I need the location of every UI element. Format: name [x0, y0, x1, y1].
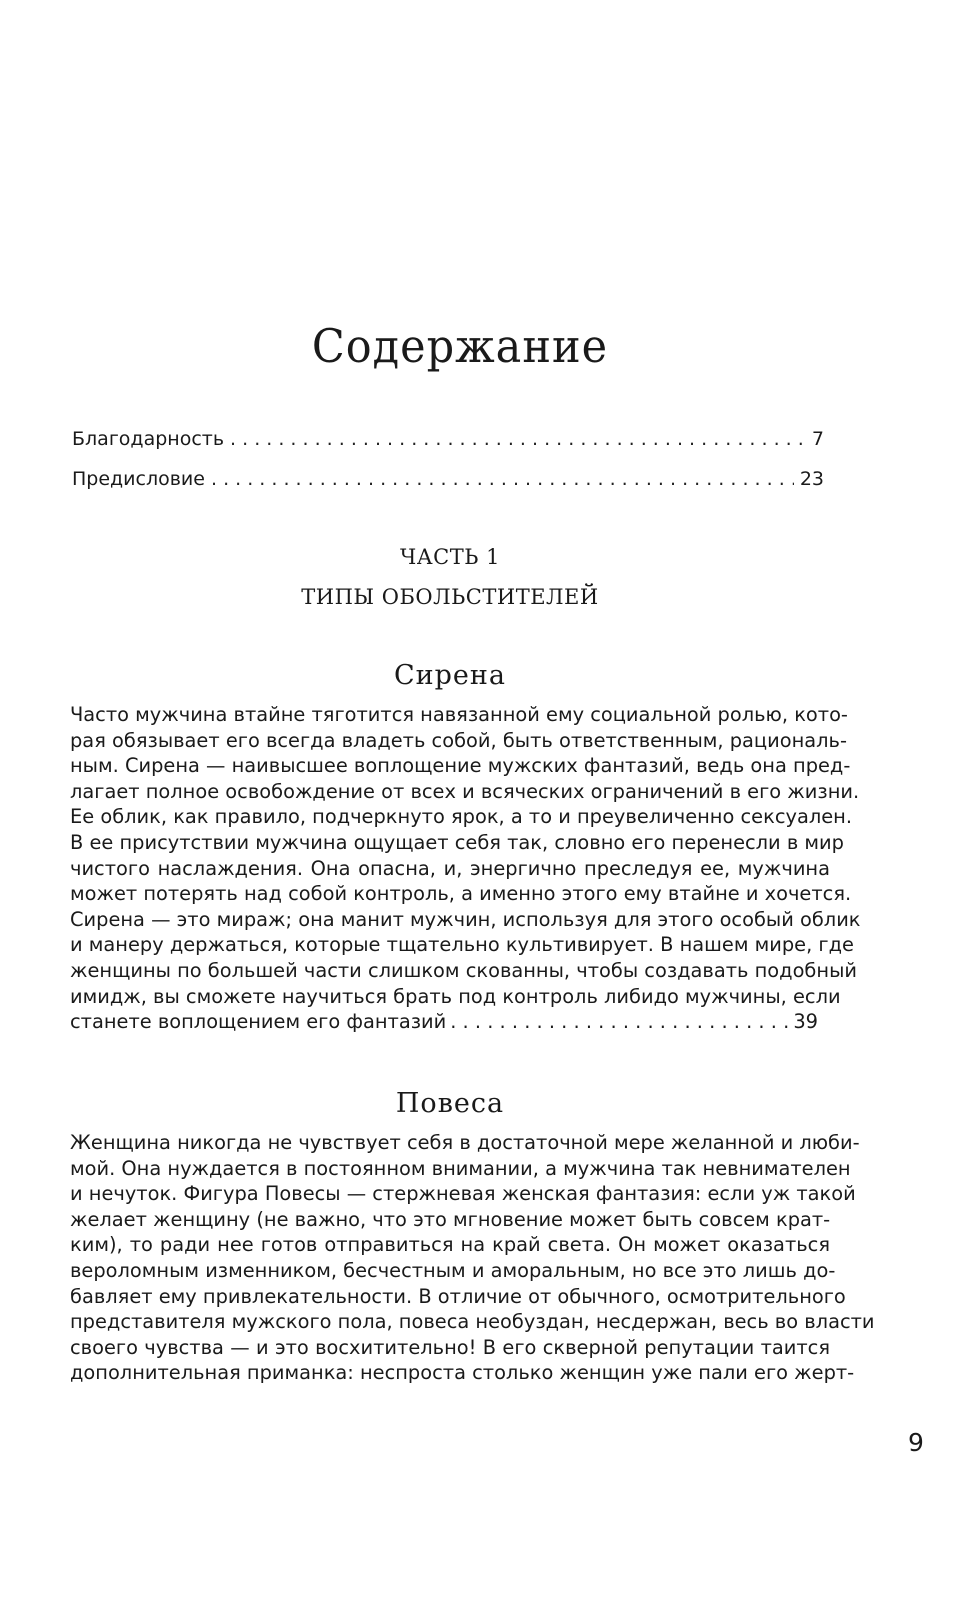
dot-leader [450, 1009, 789, 1035]
part-name: ТИПЫ ОБОЛЬСТИТЕЛЕЙ [301, 585, 599, 609]
text-line: чистого наслаждения. Она опасна, и, энергично преследуя ее, мужчина [70, 856, 830, 880]
text-line: может потерять над собой контроль, а именно этого ему втайне и хочется. [70, 882, 852, 906]
text-line: лагает полное освобождение от всех и всяческих ограничений в его жизни. [70, 779, 860, 803]
text-line: женщины по большей части слишком скованны, чтобы создавать подобный [70, 958, 857, 982]
text-line: Ее облик, как правило, подчеркнуто ярок, а то и преувеличенно сексуален. [70, 805, 852, 829]
toc-entry-page: 23 [799, 468, 824, 490]
text-line: дополнительная приманка: неспроста столько женщин уже пали его жерт- [70, 1361, 855, 1385]
page-number: 9 [908, 1428, 924, 1457]
dot-leader [230, 428, 806, 450]
text-line: ким), то ради нее готов отправиться на край света. Он может оказаться [70, 1233, 830, 1257]
text-line: и нечуток. Фигура Повесы — стержневая женская фантазия: если уж такой [70, 1182, 856, 1206]
text-line: мой. Она нуждается в постоянном внимании, а мужчина так невнимателен [70, 1156, 851, 1180]
text-line: вероломным изменником, бесчестным и аморальным, но все это лишь до- [70, 1258, 836, 1282]
text-line: и манеру держаться, которые тщательно культивирует. В нашем мире, где [70, 933, 854, 957]
text-line: Часто мужчина втайне тяготится навязанной ему социальной ролью, кото- [70, 703, 848, 726]
dot-leader [211, 468, 794, 490]
text-line: своего чувства — и это восхитительно! В его скверной репутации таится [70, 1335, 830, 1359]
text-line: Сирена — это мираж; она манит мужчин, используя для этого особый облик [70, 907, 861, 931]
text-line: бавляет ему привлекательности. В отличие от обычного, осмотрительного [70, 1284, 846, 1308]
text-line: желает женщину (не важно, что это мгновение может быть совсем крат- [70, 1207, 831, 1231]
section-title-siren: Сирена [393, 660, 506, 691]
page-title: Содержание [311, 320, 609, 374]
section-title-rake: Повеса [395, 1088, 505, 1119]
text-line-end: станете воплощением его фантазий [70, 1010, 447, 1034]
text-line: имидж, вы сможете научиться брать под контроль либидо мужчины, если [70, 984, 841, 1008]
toc-entry-label: Предисловие [72, 468, 205, 490]
part-number: ЧАСТЬ 1 [400, 545, 500, 569]
text-line: ным. Сирена — наивысшее воплощение мужских фантазий, ведь она пред- [70, 754, 851, 778]
toc-entry-page: 7 [811, 428, 824, 450]
section-description-rake [70, 1130, 875, 1386]
text-line: рая обязывает его всегда владеть собой, быть ответственным, рациональ- [70, 728, 847, 752]
toc-entry-acknowledgements [72, 428, 824, 450]
text-line: В ее присутствии мужчина ощущает себя так, словно его перенесли в мир [70, 830, 844, 854]
text-line: Женщина никогда не чувствует себя в достаточной мере желанной и люби- [70, 1131, 860, 1154]
toc-entry-preface [72, 468, 824, 490]
text-line: представителя мужского пола, повеса необуздан, несдержан, весь во власти [70, 1310, 875, 1334]
text-line-with-page [70, 1009, 818, 1035]
section-description-siren [70, 702, 861, 1035]
toc-entry-label: Благодарность [72, 428, 225, 450]
section-page-number: 39 [793, 1010, 818, 1034]
